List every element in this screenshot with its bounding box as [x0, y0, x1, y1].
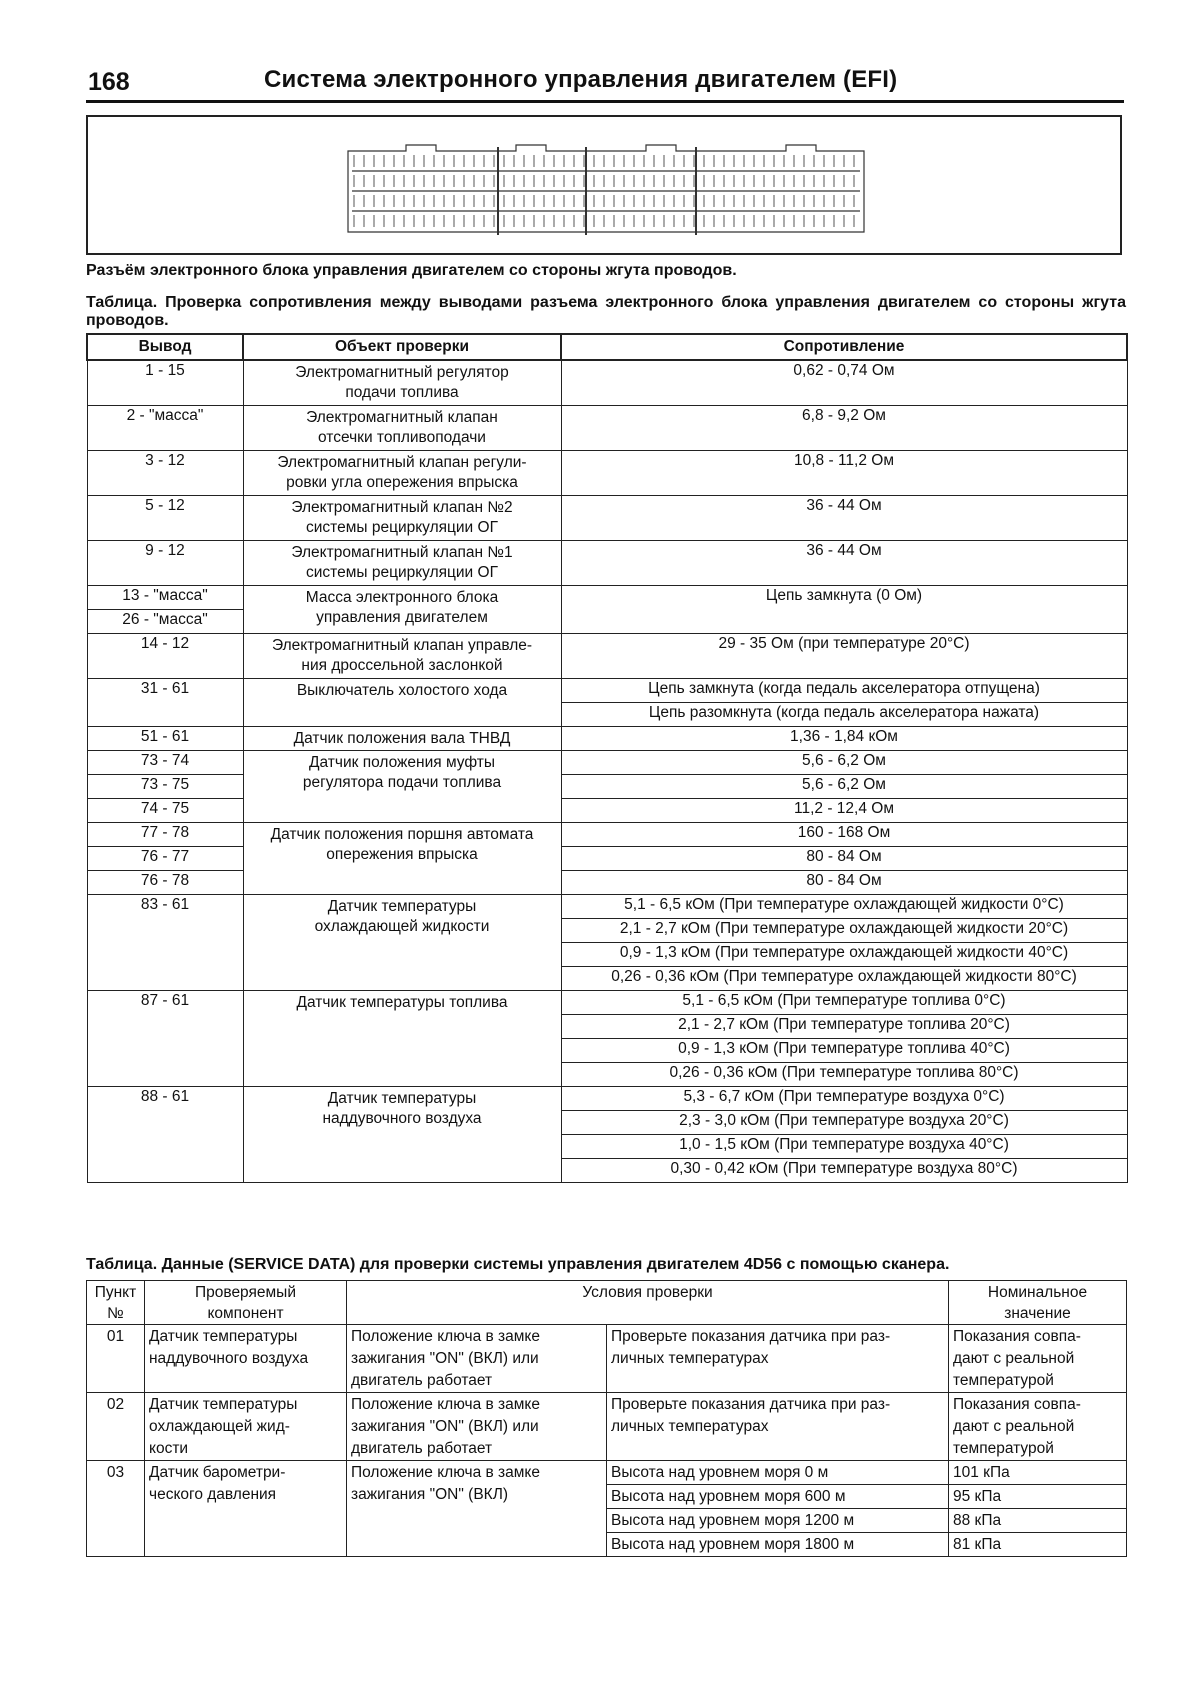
- object-cell: Датчик температуры наддувочного воздуха: [243, 1086, 561, 1182]
- condition-cell: Положение ключа в замке зажигания "ON" (ВКЛ): [347, 1461, 607, 1557]
- resistance-cell: 80 - 84 Ом: [561, 870, 1127, 894]
- resistance-cell: 5,1 - 6,5 кОм (При температуре топлива 0°С): [561, 990, 1127, 1014]
- ecu-connector-diagram: [346, 137, 866, 237]
- resistance-cell: 160 - 168 Ом: [561, 822, 1127, 846]
- object-cell: Датчик положения муфты регулятора подачи топлива: [243, 750, 561, 822]
- service-data-table: [86, 1280, 1127, 1557]
- table-header-row: [87, 1281, 1127, 1325]
- item-number-cell: 02: [87, 1393, 145, 1461]
- pins-cell: 2 - "масса": [87, 405, 243, 450]
- item-number-cell: 03: [87, 1461, 145, 1557]
- check-cell: Высота над уровнем моря 600 м: [607, 1485, 949, 1509]
- table-row: [87, 405, 1127, 450]
- page-title: Система электронного управления двигателем (EFI): [264, 66, 898, 93]
- table-row: [87, 633, 1127, 678]
- figure-caption: Разъём электронного блока управления двигателем со стороны жгута проводов.: [86, 262, 737, 279]
- object-cell: Электромагнитный регулятор подачи топлива: [243, 360, 561, 405]
- connector-figure: [86, 115, 1122, 255]
- page-number: 168: [88, 68, 130, 96]
- pins-cell: 74 - 75: [87, 798, 243, 822]
- resistance-cell: 0,30 - 0,42 кОм (При температуре воздуха 80°С): [561, 1158, 1127, 1182]
- resistance-cell: 5,1 - 6,5 кОм (При температуре охлаждающей жидкости 0°С): [561, 894, 1127, 918]
- resistance-cell: 36 - 44 Ом: [561, 495, 1127, 540]
- resistance-cell: 0,9 - 1,3 кОм (При температуре охлаждающей жидкости 40°С): [561, 942, 1127, 966]
- pins-cell: 73 - 75: [87, 774, 243, 798]
- nominal-value-cell: 81 кПа: [949, 1533, 1127, 1557]
- object-cell: Датчик положения поршня автомата опережения впрыска: [243, 822, 561, 894]
- resistance-cell: 10,8 - 11,2 Ом: [561, 450, 1127, 495]
- object-cell: Электромагнитный клапан отсечки топливоподачи: [243, 405, 561, 450]
- table-row: [87, 822, 1127, 846]
- table2-caption: Таблица. Данные (SERVICE DATA) для проверки системы управления двигателем 4D56 с помощью сканера.: [86, 1256, 950, 1273]
- header-item-number: Пункт №: [87, 1281, 145, 1325]
- object-cell: Выключатель холостого хода: [243, 678, 561, 726]
- pins-cell: 13 - "масса": [87, 585, 243, 609]
- header-component: Проверяемый компонент: [145, 1281, 347, 1325]
- check-cell: Высота над уровнем моря 1200 м: [607, 1509, 949, 1533]
- nominal-value-cell: Показания совпа- дают с реальной температурой: [949, 1325, 1127, 1393]
- check-cell: Проверьте показания датчика при раз- личных температурах: [607, 1325, 949, 1393]
- resistance-cell: 1,36 - 1,84 кОм: [561, 726, 1127, 750]
- pins-cell: 51 - 61: [87, 726, 243, 750]
- table-row: [87, 1086, 1127, 1110]
- resistance-cell: 5,3 - 6,7 кОм (При температуре воздуха 0°С): [561, 1086, 1127, 1110]
- component-cell: Датчик температуры охлаждающей жид- кости: [145, 1393, 347, 1461]
- table1-caption: Таблица. Проверка сопротивления между выводами разъема электронного блока управления двигателем со стороны жгута проводов.: [86, 294, 1126, 329]
- resistance-cell: 36 - 44 Ом: [561, 540, 1127, 585]
- pins-cell: 83 - 61: [87, 894, 243, 990]
- resistance-cell: 11,2 - 12,4 Ом: [561, 798, 1127, 822]
- nominal-value-cell: 95 кПа: [949, 1485, 1127, 1509]
- component-cell: Датчик температуры наддувочного воздуха: [145, 1325, 347, 1393]
- resistance-cell: 80 - 84 Ом: [561, 846, 1127, 870]
- table-row: [87, 1325, 1127, 1393]
- table-row: [87, 894, 1127, 918]
- pins-cell: 88 - 61: [87, 1086, 243, 1182]
- header-pins: Вывод: [87, 334, 243, 360]
- resistance-cell: 2,3 - 3,0 кОм (При температуре воздуха 20°С): [561, 1110, 1127, 1134]
- resistance-cell: Цепь замкнута (0 Ом): [561, 585, 1127, 633]
- table-row: [87, 450, 1127, 495]
- nominal-value-cell: 88 кПа: [949, 1509, 1127, 1533]
- resistance-cell: 6,8 - 9,2 Ом: [561, 405, 1127, 450]
- object-cell: Масса электронного блока управления двигателем: [243, 585, 561, 633]
- condition-cell: Положение ключа в замке зажигания "ON" (ВКЛ) или двигатель работает: [347, 1325, 607, 1393]
- header-conditions: Условия проверки: [347, 1281, 949, 1325]
- table-row: [87, 750, 1127, 774]
- table-row: [87, 990, 1127, 1014]
- resistance-cell: 2,1 - 2,7 кОм (При температуре охлаждающей жидкости 20°С): [561, 918, 1127, 942]
- resistance-table-body: [87, 360, 1127, 1182]
- check-cell: Высота над уровнем моря 1800 м: [607, 1533, 949, 1557]
- resistance-cell: 29 - 35 Ом (при температуре 20°С): [561, 633, 1127, 678]
- resistance-cell: Цепь замкнута (когда педаль акселератора отпущена): [561, 678, 1127, 702]
- resistance-cell: 5,6 - 6,2 Ом: [561, 774, 1127, 798]
- condition-cell: Положение ключа в замке зажигания "ON" (ВКЛ) или двигатель работает: [347, 1393, 607, 1461]
- resistance-table: [86, 333, 1128, 1183]
- pins-cell: 1 - 15: [87, 360, 243, 405]
- object-cell: Электромагнитный клапан управле- ния дроссельной заслонкой: [243, 633, 561, 678]
- pins-cell: 87 - 61: [87, 990, 243, 1086]
- pins-cell: 76 - 77: [87, 846, 243, 870]
- table-row: [87, 726, 1127, 750]
- service-data-table-body: [87, 1325, 1127, 1557]
- resistance-cell: 0,26 - 0,36 кОм (При температуре охлаждающей жидкости 80°С): [561, 966, 1127, 990]
- nominal-value-cell: Показания совпа- дают с реальной температурой: [949, 1393, 1127, 1461]
- item-number-cell: 01: [87, 1325, 145, 1393]
- pins-cell: 73 - 74: [87, 750, 243, 774]
- resistance-cell: 2,1 - 2,7 кОм (При температуре топлива 20°С): [561, 1014, 1127, 1038]
- table-row: [87, 585, 1127, 609]
- header-object: Объект проверки: [243, 334, 561, 360]
- header-resistance: Сопротивление: [561, 334, 1127, 360]
- resistance-cell: 1,0 - 1,5 кОм (При температуре воздуха 40°С): [561, 1134, 1127, 1158]
- check-cell: Высота над уровнем моря 0 м: [607, 1461, 949, 1485]
- table-row: [87, 540, 1127, 585]
- table-row: [87, 1393, 1127, 1461]
- table-row: [87, 1461, 1127, 1485]
- table-row: [87, 360, 1127, 405]
- pins-cell: 5 - 12: [87, 495, 243, 540]
- pins-cell: 76 - 78: [87, 870, 243, 894]
- pins-cell: 9 - 12: [87, 540, 243, 585]
- page-header: [86, 62, 1124, 103]
- object-cell: Датчик температуры охлаждающей жидкости: [243, 894, 561, 990]
- header-nominal: Номинальное значение: [949, 1281, 1127, 1325]
- check-cell: Проверьте показания датчика при раз- личных температурах: [607, 1393, 949, 1461]
- resistance-cell: Цепь разомкнута (когда педаль акселератора нажата): [561, 702, 1127, 726]
- component-cell: Датчик барометри- ческого давления: [145, 1461, 347, 1557]
- object-cell: Электромагнитный клапан регули- ровки угла опережения впрыска: [243, 450, 561, 495]
- pins-cell: 31 - 61: [87, 678, 243, 726]
- table-row: [87, 495, 1127, 540]
- resistance-cell: 0,26 - 0,36 кОм (При температуре топлива 80°С): [561, 1062, 1127, 1086]
- resistance-cell: 0,62 - 0,74 Ом: [561, 360, 1127, 405]
- pins-cell: 3 - 12: [87, 450, 243, 495]
- resistance-cell: 0,9 - 1,3 кОм (При температуре топлива 40°С): [561, 1038, 1127, 1062]
- object-cell: Датчик температуры топлива: [243, 990, 561, 1086]
- pins-cell: 14 - 12: [87, 633, 243, 678]
- pins-cell: 77 - 78: [87, 822, 243, 846]
- table-header-row: [87, 334, 1127, 360]
- table-row: [87, 678, 1127, 702]
- nominal-value-cell: 101 кПа: [949, 1461, 1127, 1485]
- resistance-cell: 5,6 - 6,2 Ом: [561, 750, 1127, 774]
- object-cell: Электромагнитный клапан №1 системы рециркуляции ОГ: [243, 540, 561, 585]
- pins-cell: 26 - "масса": [87, 609, 243, 633]
- object-cell: Электромагнитный клапан №2 системы рециркуляции ОГ: [243, 495, 561, 540]
- object-cell: Датчик положения вала ТНВД: [243, 726, 561, 750]
